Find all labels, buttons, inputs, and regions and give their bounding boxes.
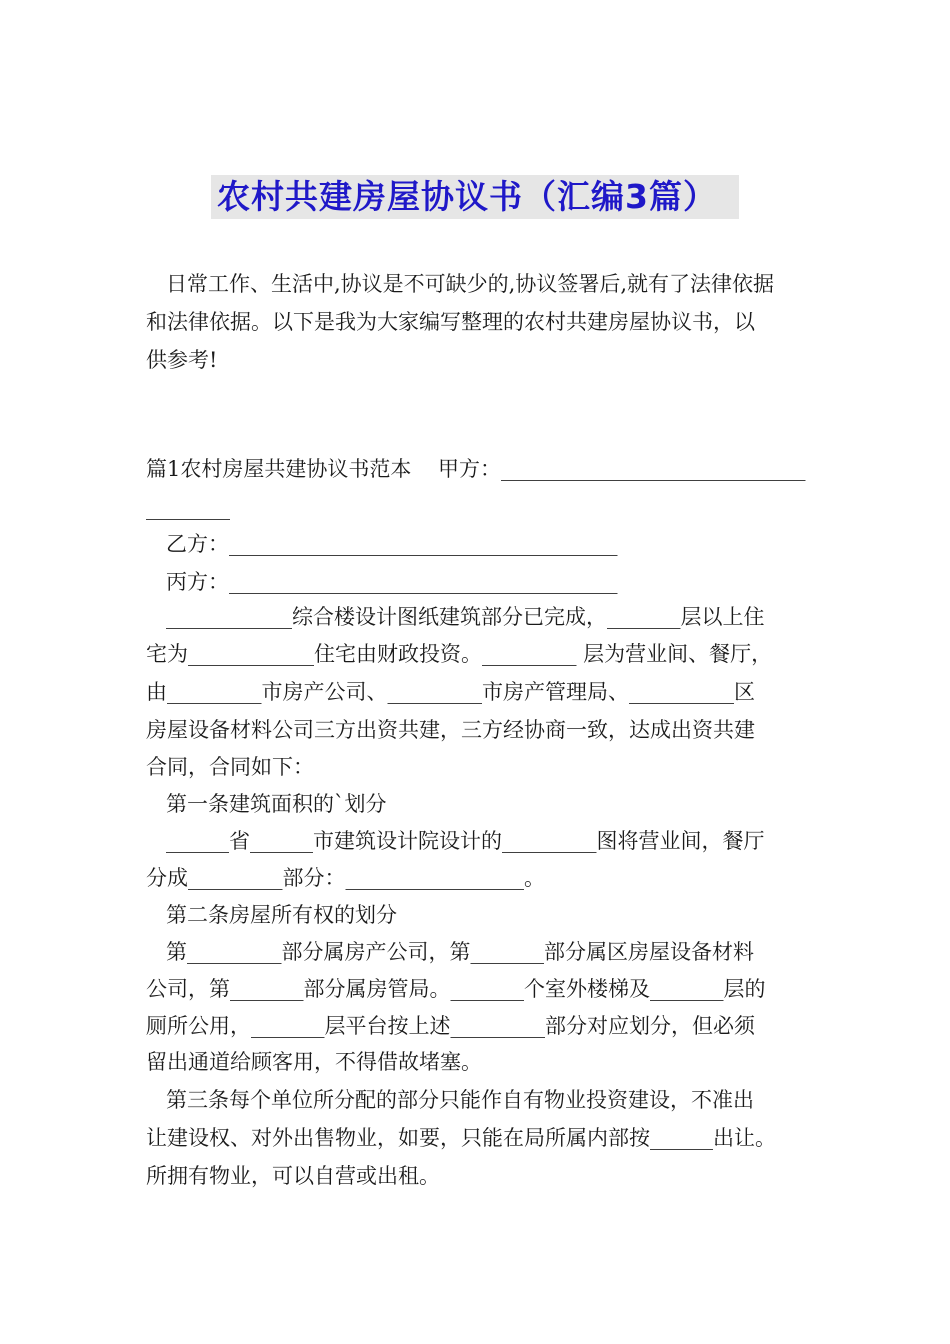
intro-line-2: 和法律依据。以下是我为大家编写整理的农村共建房屋协议书，以 — [146, 310, 755, 334]
body-line-1: ____________综合楼设计图纸建筑部分已完成，_______层以上住 — [166, 605, 765, 629]
article-1-line-1: ______省______市建筑设计院设计的_________图将营业间，餐厅 — [166, 829, 765, 853]
article-2-line-3: 厕所公用，_______层平台按上述_________部分对应划分，但必须 — [146, 1014, 755, 1038]
document-title: 农村共建房屋协议书（汇编3篇） — [211, 175, 739, 219]
intro-line-1: 日常工作、生活中,协议是不可缺少的,协议签署后,就有了法律依据 — [166, 272, 775, 296]
article-1-heading: 第一条建筑面积的`划分 — [166, 792, 387, 816]
body-line-3: 由_________市房产公司、_________市房产管理局、__________区 — [146, 680, 755, 704]
article-3-line-2: 让建设权、对外出售物业，如要，只能在局所属内部按______出让。 — [146, 1126, 776, 1150]
article-3-line-3: 所拥有物业，可以自营或出租。 — [146, 1164, 440, 1188]
article-2-heading: 第二条房屋所有权的划分 — [166, 903, 397, 927]
body-line-4: 房屋设备材料公司三方出资共建，三方经协商一致，达成出资共建 — [146, 718, 755, 742]
article-2-line-1: 第_________部分属房产公司，第_______部分属区房屋设备材料 — [166, 940, 754, 964]
party-b-line: 乙方：_____________________________________ — [166, 532, 618, 556]
article-1-line-2: 分成_________部分：_________________。 — [146, 866, 545, 890]
body-line-2: 宅为____________住宅由财政投资。_________ 层为营业间、餐厅， — [146, 642, 773, 666]
intro-line-3: 供参考! — [146, 348, 218, 372]
body-line-5: 合同，合同如下： — [146, 755, 314, 779]
section-heading-party-a: 篇1农村房屋共建协议书范本 甲方：_____________________________ — [146, 457, 806, 481]
party-c-line: 丙方：_____________________________________ — [166, 570, 618, 594]
article-2-line-4: 留出通道给顾客用，不得借故堵塞。 — [146, 1050, 482, 1074]
party-a-continuation: ________ — [146, 496, 230, 520]
article-3-line-1: 第三条每个单位所分配的部分只能作自有物业投资建设，不准出 — [166, 1088, 754, 1112]
article-2-line-2: 公司，第_______部分属房管局。_______个室外楼梯及_______层的 — [146, 977, 766, 1001]
title-container — [0, 175, 950, 219]
